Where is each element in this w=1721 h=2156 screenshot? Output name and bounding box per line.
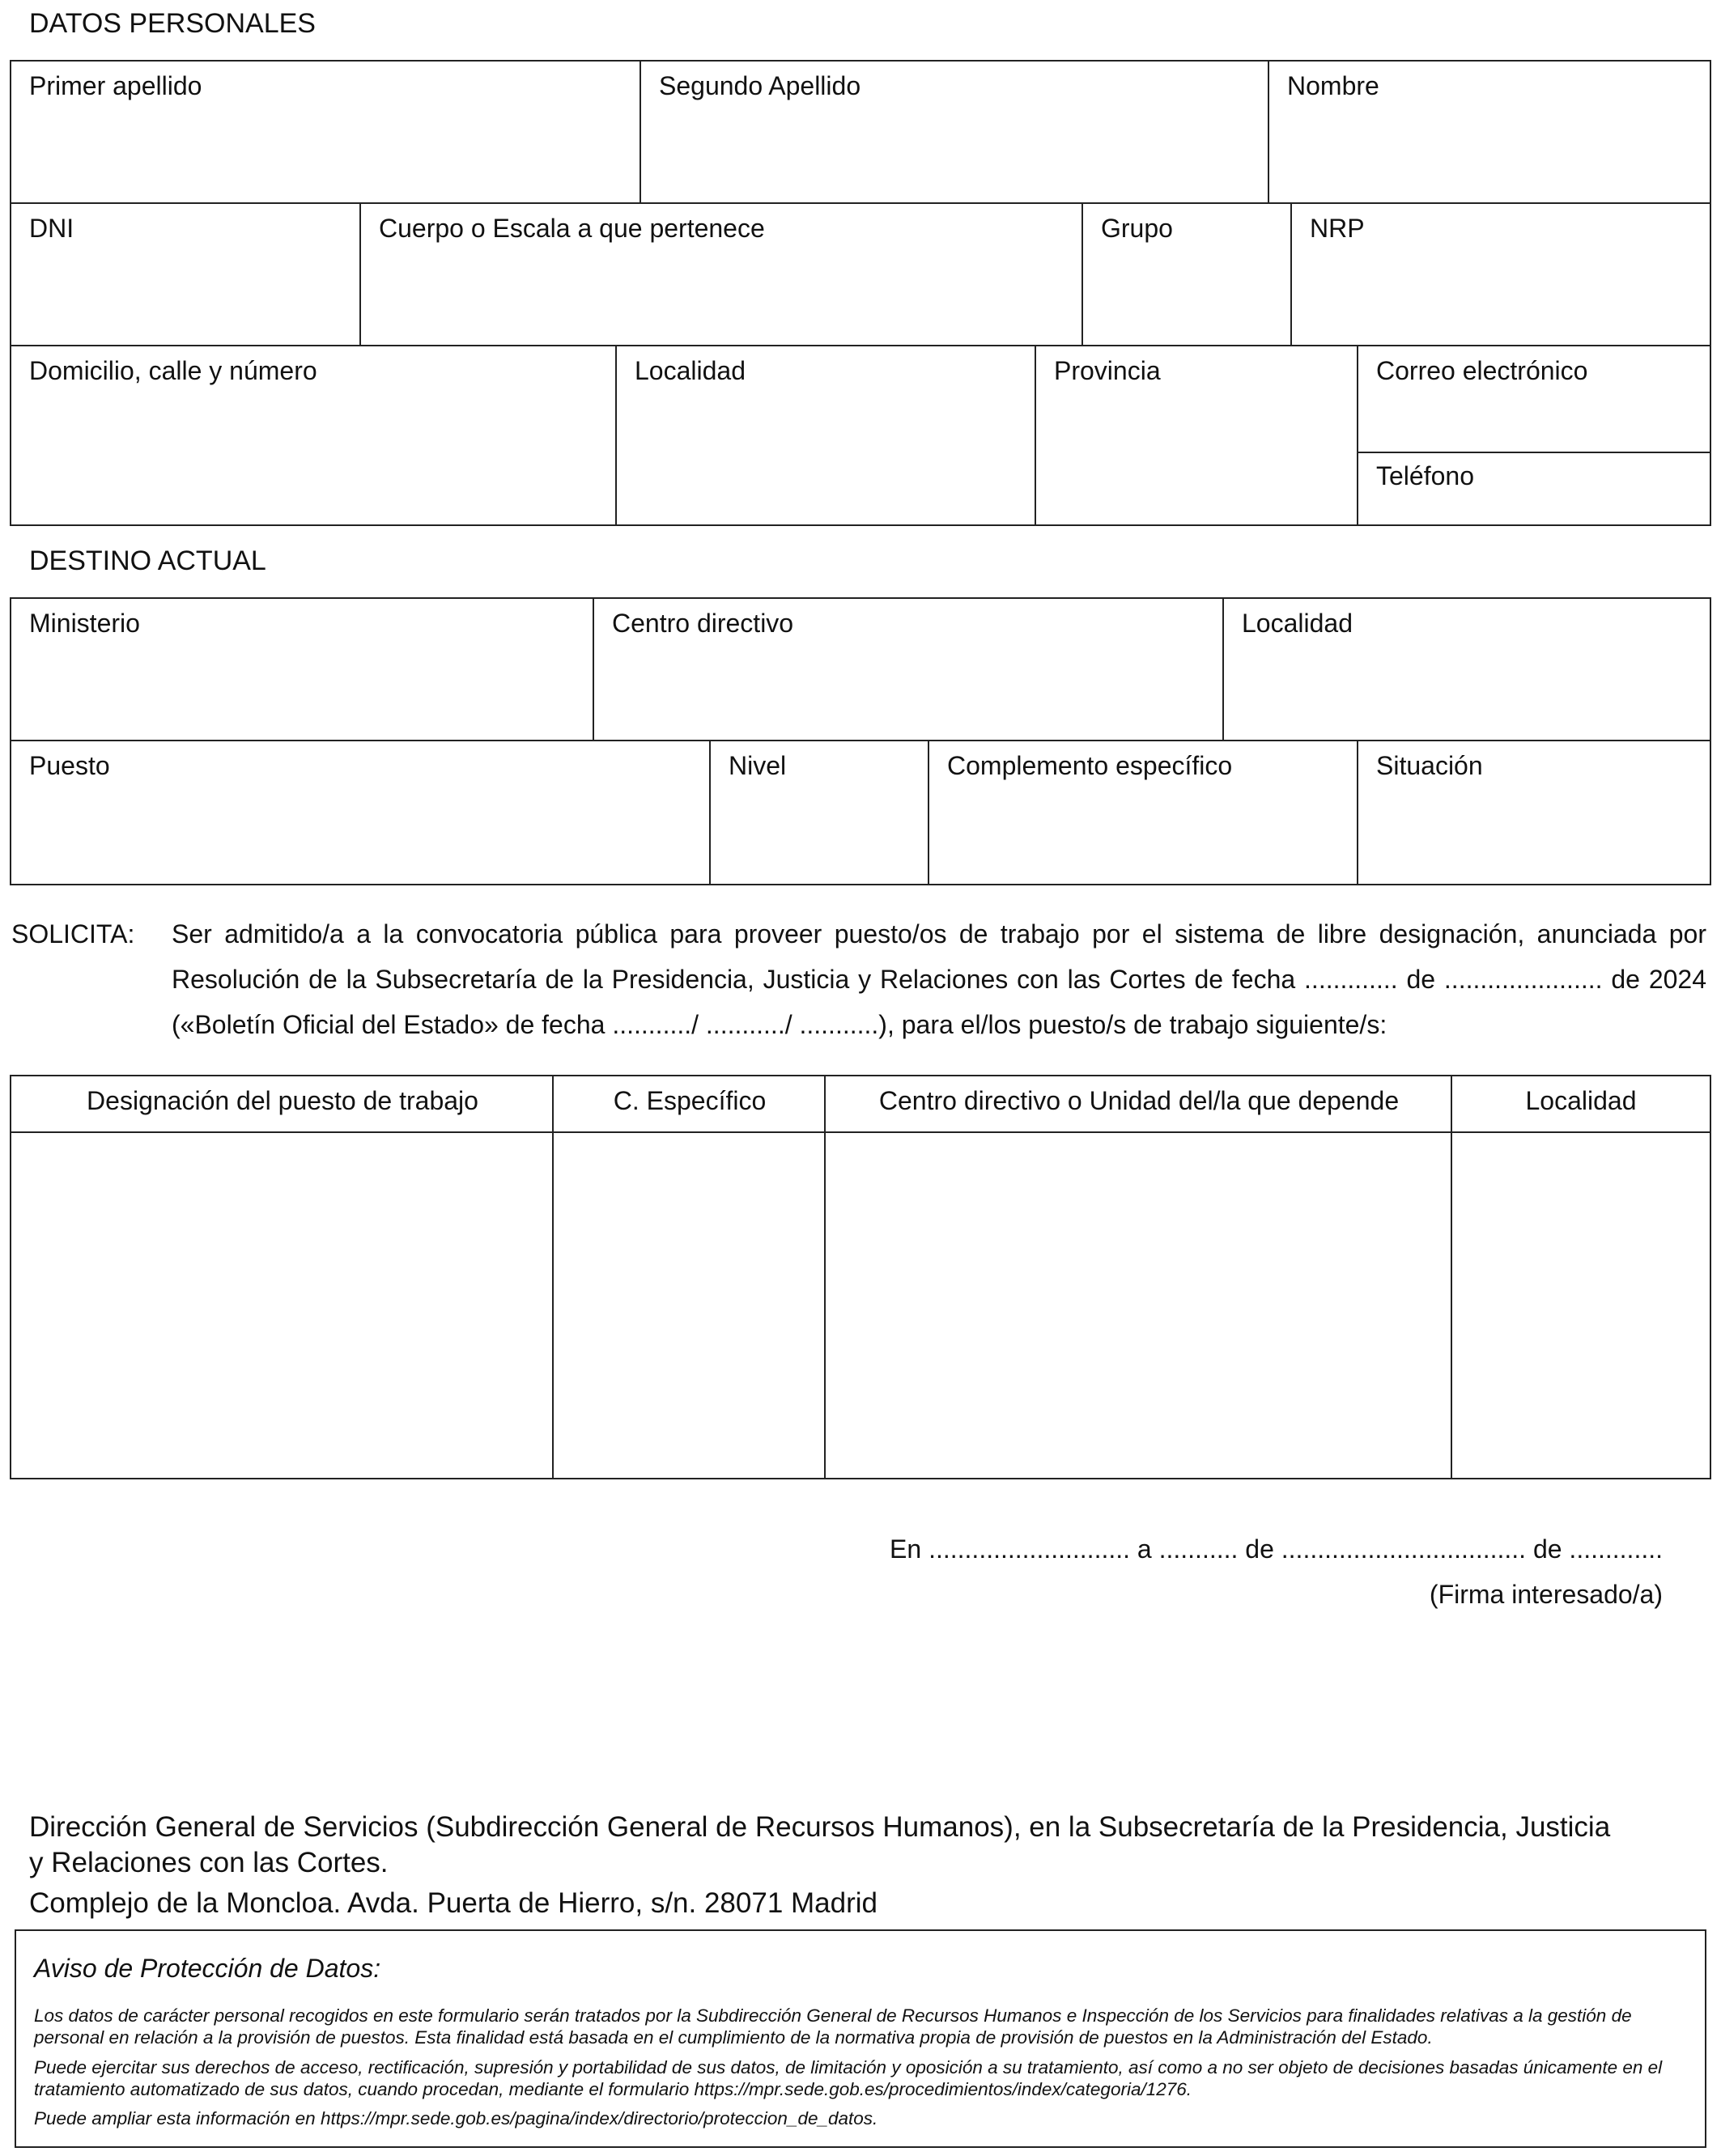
nivel-field[interactable] — [709, 740, 929, 884]
ministerio-label: Ministerio — [29, 609, 140, 638]
especifico-cell[interactable] — [552, 1131, 826, 1478]
puesto-label: Puesto — [29, 751, 110, 780]
aviso-p1: Los datos de carácter personal recogidos en este formulario serán tratados por la Subdirección General de Recursos Humanos e Inspección de los Servicios para finalidades relativas a la gestión de personal en relación a la provisión de puestos. Esta finalidad está basada en el cumplimiento de la normativa propia de provisión de puestos en la Administración del Estado. — [34, 2005, 1632, 2048]
puestos-table — [10, 1075, 1711, 1479]
primer-apellido-field[interactable] — [10, 60, 641, 204]
direccion-line-1: Dirección General de Servicios (Subdirección General de Recursos Humanos), en la Subsecretaría de la Presidencia, Justicia — [29, 1811, 1611, 1843]
segundo-apellido-label: Segundo Apellido — [659, 71, 861, 100]
direccion-line-3: Complejo de la Moncloa. Avda. Puerta de Hierro, s/n. 28071 Madrid — [29, 1887, 878, 1919]
provincia-field[interactable] — [1035, 345, 1358, 524]
dni-field[interactable] — [10, 202, 361, 346]
grupo-field[interactable] — [1081, 202, 1292, 346]
cuerpo-field[interactable] — [359, 202, 1083, 346]
col-designacion-header — [10, 1075, 554, 1133]
solicita-line-3: («Boletín Oficial del Estado» de fecha .........../ .........../ ...........), para el/los puesto/s de trabajo siguiente/s: — [172, 1010, 1387, 1039]
complemento-field[interactable] — [928, 740, 1358, 884]
provincia-label: Provincia — [1054, 356, 1161, 385]
especifico-header-label: C. Específico — [613, 1086, 767, 1115]
localidad-label: Localidad — [635, 356, 746, 385]
dni-label: DNI — [29, 214, 74, 243]
segundo-apellido-field[interactable] — [640, 60, 1269, 204]
designacion-header-label: Designación del puesto de trabajo — [87, 1086, 478, 1115]
datos-personales-table — [10, 60, 1711, 526]
situacion-field[interactable] — [1357, 740, 1710, 884]
localidad-header-label: Localidad — [1525, 1086, 1637, 1115]
aviso-title: Aviso de Protección de Datos: — [34, 1954, 381, 1983]
domicilio-field[interactable] — [10, 345, 617, 524]
domicilio-label: Domicilio, calle y número — [29, 356, 317, 385]
localidad-field[interactable] — [615, 345, 1036, 524]
solicita-label: SOLICITA: — [11, 919, 135, 949]
situacion-label: Situación — [1376, 751, 1483, 780]
correo-field[interactable] — [1357, 345, 1710, 453]
col-especifico-header — [552, 1075, 826, 1133]
datos-personales-title: DATOS PERSONALES — [29, 8, 316, 39]
nombre-label: Nombre — [1287, 71, 1379, 100]
centro-cell[interactable] — [824, 1131, 1452, 1478]
aviso-p2: Puede ejercitar sus derechos de acceso, rectificación, supresión y portabilidad de sus datos, de limitación y oposición a su tratamiento, así como a no ser objeto de decisiones basadas únicamente en el tratamiento automatizado de sus datos, cuando procedan, mediante el formulario https://mpr.sede.gob.es/procedimientos/index/categoria/1276. — [34, 2057, 1663, 2099]
nivel-label: Nivel — [729, 751, 787, 780]
localidad-cell[interactable] — [1451, 1131, 1710, 1478]
nrp-field[interactable] — [1290, 202, 1710, 346]
solicita-line-1: Ser admitido/a a la convocatoria pública para proveer puesto/os de trabajo por el sistema de libre designación, anunciada por — [172, 919, 1706, 949]
centro-directivo-field[interactable] — [593, 597, 1224, 741]
nrp-label: NRP — [1310, 214, 1365, 243]
destino-actual-table — [10, 597, 1711, 885]
direccion-line-2: y Relaciones con las Cortes. — [29, 1847, 389, 1878]
puesto-field[interactable] — [10, 740, 711, 884]
aviso-proteccion-datos — [15, 1929, 1706, 2148]
col-localidad-header — [1451, 1075, 1710, 1133]
complemento-label: Complemento específico — [947, 751, 1233, 780]
telefono-field[interactable] — [1357, 452, 1710, 524]
solicita-line-2: Resolución de la Subsecretaría de la Presidencia, Justicia y Relaciones con las Cortes de fecha ............. de ...................... de 2024 — [172, 965, 1706, 994]
aviso-p3: Puede ampliar esta información en https://mpr.sede.gob.es/pagina/index/directorio/proteccion_de_datos. — [34, 2108, 878, 2128]
grupo-label: Grupo — [1101, 214, 1173, 243]
destino-localidad-field[interactable] — [1222, 597, 1710, 741]
ministerio-field[interactable] — [10, 597, 594, 741]
destino-localidad-label: Localidad — [1242, 609, 1353, 638]
centro-directivo-label: Centro directivo — [612, 609, 794, 638]
correo-label: Correo electrónico — [1376, 356, 1588, 385]
nombre-field[interactable] — [1268, 60, 1710, 204]
fecha-line: En ............................ a ........... de .................................. de ............. — [890, 1534, 1663, 1564]
designacion-cell[interactable] — [10, 1131, 554, 1478]
centro-header-label: Centro directivo o Unidad del/la que depende — [878, 1086, 1400, 1115]
firma-label: (Firma interesado/a) — [1429, 1580, 1663, 1609]
col-centro-header — [824, 1075, 1452, 1133]
cuerpo-label: Cuerpo o Escala a que pertenece — [379, 214, 765, 243]
telefono-label: Teléfono — [1376, 461, 1474, 490]
primer-apellido-label: Primer apellido — [29, 71, 202, 100]
destino-actual-title: DESTINO ACTUAL — [29, 545, 266, 576]
